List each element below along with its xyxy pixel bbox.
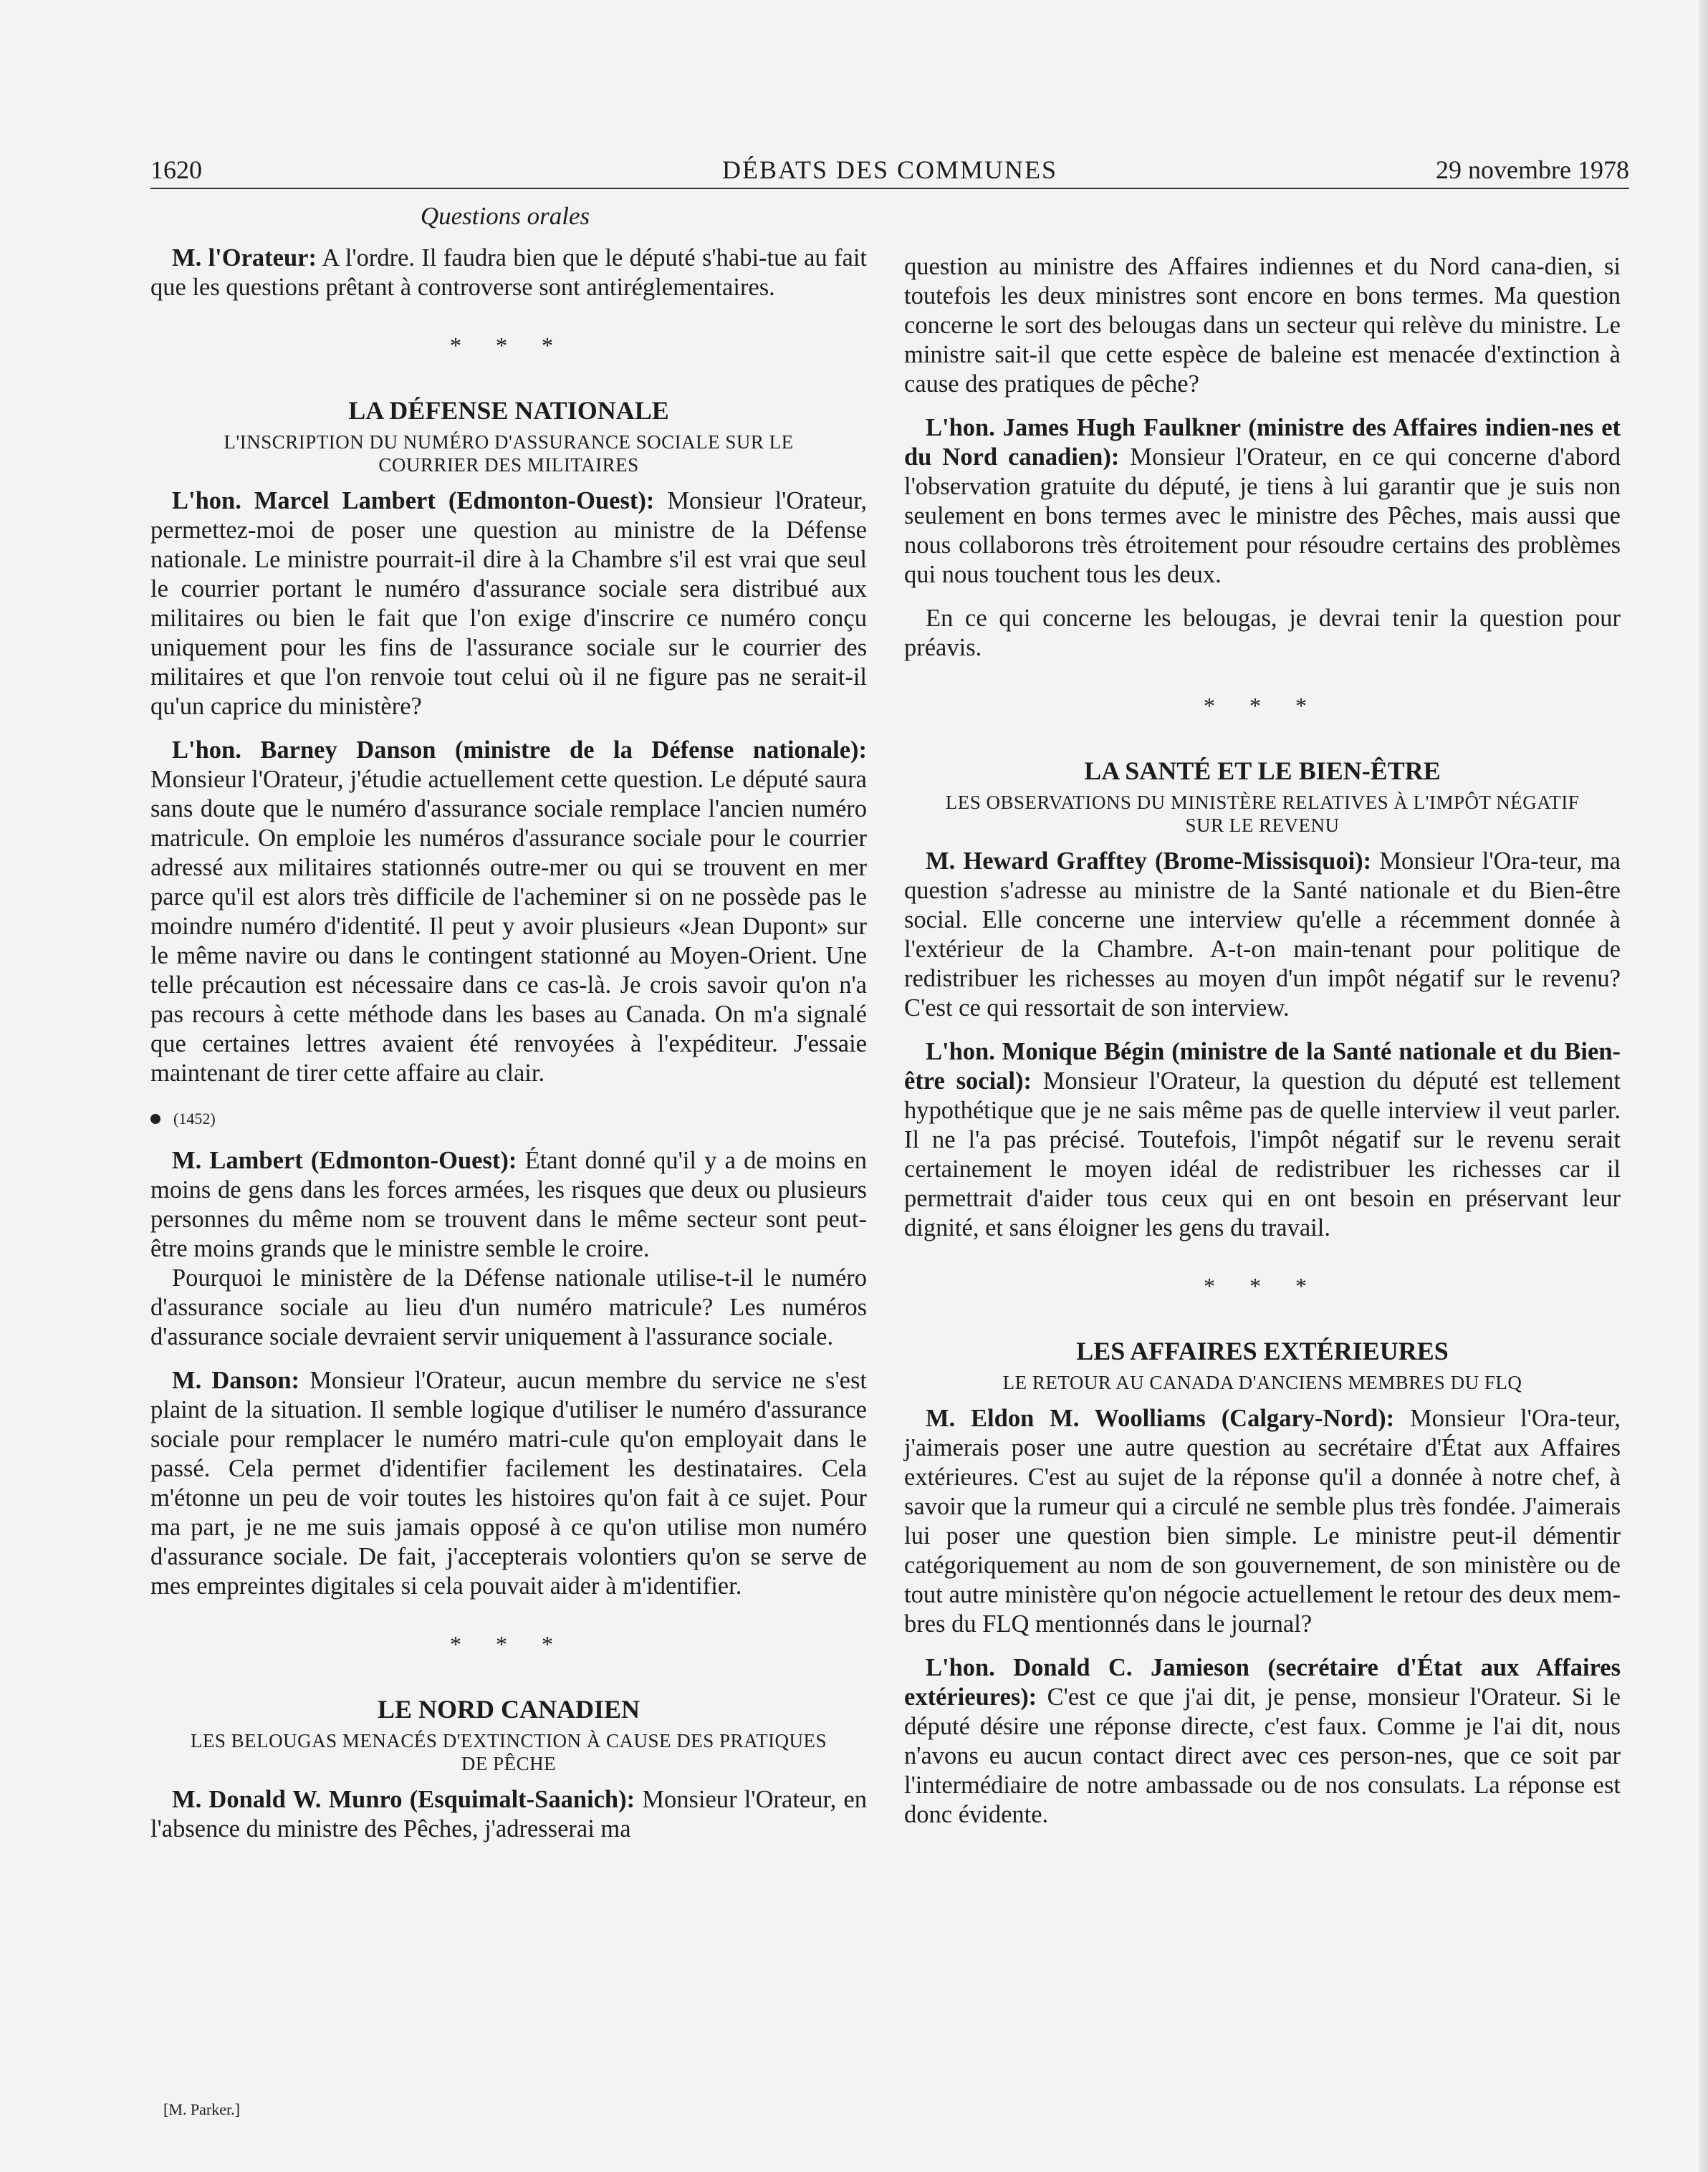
bullet-icon bbox=[150, 1114, 160, 1124]
speaker-name: L'hon. Barney Danson (ministre de la Défense nationale): bbox=[172, 736, 867, 764]
paragraph: En ce qui concerne les belougas, je devrai tenir la question pour préavis. bbox=[904, 605, 1621, 661]
paragraph: question au ministre des Affaires indiennes et du Nord cana-dien, si toutefois les deux ministres sont encore en bons termes. Ma question concerne le sort des belougas dans un secteur qui relève du ministre. Le ministre sait-il que cette espèce de baleine est menacée d'extinction à cause des pratiques de pêche? bbox=[904, 253, 1621, 398]
section-heading: LA SANTÉ ET LE BIEN-ÊTRE bbox=[1084, 756, 1441, 785]
speaker-name: L'hon. James Hugh Faulkner (ministre des Affaires indien-nes et du Nord canadien): bbox=[904, 414, 1621, 471]
page-number: 1620 bbox=[150, 155, 202, 184]
paragraph bbox=[904, 1037, 1621, 1243]
section-heading: LE NORD CANADIEN bbox=[377, 1695, 640, 1724]
speech-text: Monsieur l'Orateur, en l'absence du ministre des Pêches, j'adresserai ma bbox=[150, 1786, 867, 1842]
paragraph bbox=[904, 1653, 1621, 1830]
scan-edge bbox=[1699, 0, 1708, 2172]
speech-text: Étant donné qu'il y a de moins en moins de gens dans les forces armées, les risques que deux ou plusieurs personnes du même nom se trouvent dans le même secteur sont peut-être moins grands que le ministre semble le croire. bbox=[150, 1147, 867, 1262]
right-column bbox=[904, 252, 1621, 1830]
paragraph bbox=[150, 244, 867, 302]
paragraph bbox=[150, 736, 867, 1088]
speech-text: Monsieur l'Ora-teur, j'aimerais poser une autre question au secrétaire d'État aux Affaires extérieures. C'est au sujet de la réponse qu'il a donnée à notre chef, à savoir que la rumeur qui a circulé ne semble plus très fondée. J'aimerais lui poser une question bien simple. Le ministre peut-il démentir catégoriquement au nom de son gouvernement, de son ministère ou de tout autre ministère qu'on négocie actuellement le retour des deux mem-bres du FLQ mentionnés dans le journal? bbox=[904, 1405, 1621, 1638]
paragraph bbox=[150, 1785, 867, 1844]
section-separator: * * * bbox=[1204, 1273, 1321, 1299]
footer-note: [M. Parker.] bbox=[163, 2100, 240, 2118]
speech-text: Monsieur l'Orateur, la question du député est tellement hypothétique que je ne sais même pas de quelle interview il veut parler. Il ne l'a pas précisé. Toutefois, l'impôt négatif sur le revenu serait certainement le moyen idéal de redistribuer les richesses car il permettrait d'aider tous ceux qui en ont besoin en préservant leur dignité, et sans éloigner les gens du travail. bbox=[904, 1067, 1621, 1241]
paragraph bbox=[904, 413, 1621, 590]
paragraph: Pourquoi le ministère de la Défense nationale utilise-t-il le numéro d'assurance sociale au lieu d'un numéro matricule? Les numéros d'assurance sociale devraient servir uniquement à l'assurance sociale. bbox=[150, 1264, 867, 1350]
section-separator: * * * bbox=[1204, 693, 1321, 719]
speech-text: Monsieur l'Orateur, permettez-moi de poser une question au ministre de la Défense nationale. Le ministre pourrait-il dire à la Chambre s'il est vrai que seul le courrier portant le numéro d'assurance sociale sera distribué aux militaires ou bien le fait que l'on exige d'inscrire ce numéro conçu uniquement pour les fins de l'assurance sociale sur le courrier des militaires et que l'on renvoie tout celui où il ne figure pas ne serait-il qu'un caprice du ministère? bbox=[150, 487, 867, 720]
paragraph bbox=[150, 486, 867, 721]
paragraph bbox=[150, 1146, 867, 1264]
timestamp bbox=[150, 1104, 867, 1133]
speaker-name: M. Heward Grafftey (Brome-Missisquoi): bbox=[926, 847, 1372, 875]
section-separator: * * * bbox=[450, 1631, 567, 1657]
publication-date: 29 novembre 1978 bbox=[1436, 155, 1629, 184]
speech-text: Monsieur l'Ora-teur, ma question s'adresse au ministre de la Santé nationale et du Bien-être social. Elle concerne une interview qu'elle a récemment donnée à l'extérieur de la Chambre. A-t-on main-tenant pour politique de redistribuer les richesses au moyen d'un impôt négatif sur le revenu? C'est ce qui ressortait de son interview. bbox=[904, 847, 1621, 1022]
speech-text: C'est ce que j'ai dit, je pense, monsieur l'Orateur. Si le député désire une réponse directe, c'est faux. Comme je l'ai dit, nous n'avons eu aucun contact direct avec ces person-nes, que ce soit par l'intermédiaire de notre ambassade ou de nos consulats. La réponse est donc évidente. bbox=[904, 1683, 1621, 1828]
speaker-name: L'hon. Donald C. Jamieson (secrétaire d'État aux Affaires extérieures): bbox=[904, 1654, 1621, 1711]
section-heading: LA DÉFENSE NATIONALE bbox=[348, 396, 669, 425]
speaker-name: M. Eldon M. Woolliams (Calgary-Nord): bbox=[926, 1405, 1395, 1432]
left-column bbox=[150, 244, 867, 1844]
page-header bbox=[150, 150, 1629, 189]
speech-text: A l'ordre. Il faudra bien que le député s'habi-tue au fait que les questions prêtant à controverse sont antiréglementaires. bbox=[150, 244, 867, 301]
section-subheading: L'INSCRIPTION DU NUMÉRO D'ASSURANCE SOCIALE SUR LE COURRIER DES MILITAIRES bbox=[224, 431, 794, 476]
section-subheading: LE RETOUR AU CANADA D'ANCIENS MEMBRES DU FLQ bbox=[1002, 1372, 1522, 1393]
paragraph bbox=[904, 1404, 1621, 1639]
section-subheading: LES BELOUGAS MENACÉS D'EXTINCTION À CAUSE DES PRATIQUES DE PÊCHE bbox=[190, 1730, 827, 1774]
speech-text: Monsieur l'Orateur, j'étudie actuellement cette question. Le député saura sans doute que le numéro d'assurance sociale remplace l'ancien numéro matricule. On emploie les numéros d'assurance sociale pour le courrier adressé aux militaires stationnés outre-mer ou qui se trouvent en mer parce qu'il est alors très difficile de l'acheminer si on ne possède pas le moindre numéro d'identité. Il peut y avoir plusieurs «Jean Dupont» sur le même navire ou dans le contingent stationné au Moyen-Orient. Une telle précaution est nécessaire dans ce cas-là. Je crois savoir qu'on n'a pas recours à cette méthode dans les bases au Canada. On m'a signalé que certaines lettres avaient été renvoyées à l'expéditeur. J'essaie maintenant de tirer cette affaire au clair. bbox=[150, 766, 867, 1087]
timestamp-text: (1452) bbox=[173, 1110, 216, 1128]
speech-text: Monsieur l'Orateur, aucun membre du service ne s'est plaint de la situation. Il semble logique d'utiliser le numéro d'assurance sociale pour remplacer le numéro matri-cule qu'on employait dans le passé. Cela permet d'identifier facilement les destinataires. Cela m'étonne un peu de voir toutes les histoires qu'on fait à ce sujet. Pour ma part, je ne me suis jamais opposé à ce qu'on utilise mon numéro d'assurance sociale. De fait, j'accepterais volontiers qu'on se serve de mes empreintes digitales si cela pouvait aider à m'identifier. bbox=[150, 1367, 867, 1600]
speaker-name: M. l'Orateur: bbox=[172, 244, 317, 272]
speaker-name: L'hon. Marcel Lambert (Edmonton-Ouest): bbox=[172, 487, 655, 514]
publication-title: DÉBATS DES COMMUNES bbox=[721, 155, 1058, 184]
speaker-name: L'hon. Monique Bégin (ministre de la Santé nationale et du Bien-être social): bbox=[904, 1038, 1621, 1095]
section-label: Questions orales bbox=[420, 202, 590, 230]
speaker-name: M. Donald W. Munro (Esquimalt-Saanich): bbox=[172, 1786, 635, 1813]
speaker-name: M. Danson: bbox=[172, 1367, 300, 1394]
paragraph bbox=[904, 847, 1621, 1023]
section-heading: LES AFFAIRES EXTÉRIEURES bbox=[1076, 1337, 1449, 1365]
section-subheading: LES OBSERVATIONS DU MINISTÈRE RELATIVES À L'IMPÔT NÉGATIF SUR LE REVENU bbox=[945, 792, 1580, 836]
section-separator: * * * bbox=[450, 332, 567, 358]
paragraph bbox=[150, 1366, 867, 1601]
speech-text: Monsieur l'Orateur, en ce qui concerne d'abord l'observation gratuite du député, je tiens à lui garantir que je suis non seulement en bons termes avec le ministre des Pêches, mais aussi que nous collaborons très étroitement pour résoudre certains des problèmes qui nous touchent tous les deux. bbox=[904, 443, 1621, 588]
speaker-name: M. Lambert (Edmonton-Ouest): bbox=[172, 1147, 517, 1174]
